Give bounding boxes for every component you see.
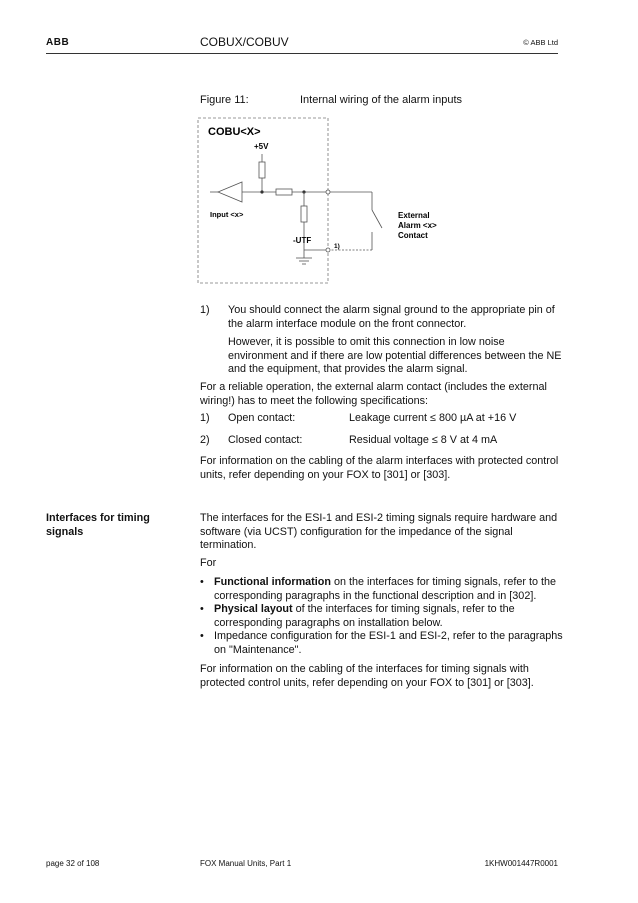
spec-intro: [200, 381, 570, 408]
text-line: and the equipment, that provides the alarm signal.: [228, 363, 468, 375]
bullet-icon: •: [200, 603, 204, 615]
connector-pin: [326, 190, 330, 194]
external-label: Alarm <x>: [398, 221, 437, 230]
header-title: COBUX/COBUV: [200, 35, 289, 49]
external-label: Contact: [398, 231, 428, 240]
spec-item-value: Leakage current ≤ 800 µA at +16 V: [349, 412, 517, 424]
footnote-mark: 1): [334, 243, 340, 250]
abb-logo: ABB: [46, 37, 70, 48]
spec-item-number: 2): [200, 434, 210, 446]
supply-label: +5V: [254, 142, 269, 151]
text-line: For information on the cabling of the interfaces for timing signals with: [200, 663, 529, 675]
figure-caption-text: Internal wiring of the alarm inputs: [300, 94, 463, 106]
header-copyright: © ABB Ltd: [523, 38, 558, 47]
header-rule: [46, 53, 558, 54]
footer-document-id: 1KHW001447R0001: [484, 859, 558, 868]
text-line: For a reliable operation, the external alarm contact (includes the external: [200, 381, 547, 393]
heading-line: Interfaces for timing: [46, 512, 150, 524]
bullet-text: Impedance configuration for the ESI-1 and ESI-2, refer to the paragraphs: [214, 630, 563, 642]
footer-manual-title: FOX Manual Units, Part 1: [200, 859, 292, 868]
text-line: the alarm interface module on the front connector.: [228, 317, 467, 330]
alarm-wiring-diagram: [190, 110, 460, 290]
spec-item-number: 1): [200, 412, 210, 424]
text-line: software (via UCST) configuration for the impedance of the signal: [200, 525, 513, 538]
text-line: The interfaces for the ESI-1 and ESI-2 timing signals require hardware and: [200, 512, 558, 524]
bullet-text: of the interfaces for timing signals, refer to the: [292, 603, 515, 615]
bullet-text: on "Maintenance".: [214, 643, 302, 656]
timing-cabling-reference: [200, 663, 570, 690]
junction-dot: [260, 190, 263, 193]
note-1-paragraph-2: [228, 336, 568, 377]
text-line: For information on the cabling of the alarm interfaces with protected control: [200, 455, 559, 467]
note-1-text: [228, 304, 568, 331]
pulldown-resistor: [301, 206, 307, 222]
series-resistor: [276, 189, 292, 195]
text-line: wiring!) has to meet the following specifications:: [200, 394, 429, 407]
bullet-text: on the interfaces for timing signals, refer to the: [330, 576, 557, 588]
bullet-text: corresponding paragraphs in the functional description and in [302].: [214, 589, 537, 602]
alarm-cabling-reference: [200, 455, 570, 482]
utf-label: -UTF: [293, 236, 312, 245]
text-line: units, refer depending on your FOX to [301] or [303].: [200, 468, 451, 481]
text-line: protected control units, refer depending on your FOX to [301] or [303].: [200, 676, 534, 689]
bullet-icon: •: [200, 576, 204, 588]
pullup-resistor: [259, 162, 265, 178]
input-label: Input <x>: [210, 210, 244, 219]
bullet-text: corresponding paragraphs on installation below.: [214, 616, 443, 629]
connector-pin: [326, 248, 330, 252]
spec-item-label: Closed contact:: [228, 434, 303, 446]
timing-intro: [200, 512, 570, 553]
external-label: External: [398, 211, 430, 220]
text-line: environment and if there are low potential differences between the NE: [228, 349, 562, 362]
module-label: COBU<X>: [208, 126, 261, 138]
section-heading-timing: [46, 512, 176, 539]
spec-item-value: Residual voltage ≤ 8 V at 4 mA: [349, 434, 498, 446]
heading-line: signals: [46, 525, 84, 538]
figure-caption: [200, 94, 463, 106]
spec-item-label: Open contact:: [228, 412, 296, 424]
text-line: You should connect the alarm signal ground to the appropriate pin of: [228, 304, 555, 316]
for-label: For: [200, 557, 217, 569]
bullet-bold: Physical layout: [214, 603, 293, 615]
note-number: 1): [200, 304, 210, 316]
text-line: termination.: [200, 539, 257, 551]
footer-page-number: page 32 of 108: [46, 859, 100, 868]
text-line: However, it is possible to omit this connection in low noise: [228, 336, 505, 348]
figure-number: Figure 11:: [200, 94, 249, 106]
input-buffer: [218, 182, 242, 202]
bullet-bold: Functional information: [214, 576, 331, 588]
external-contact-switch: [372, 210, 382, 228]
bullet-icon: •: [200, 630, 204, 642]
